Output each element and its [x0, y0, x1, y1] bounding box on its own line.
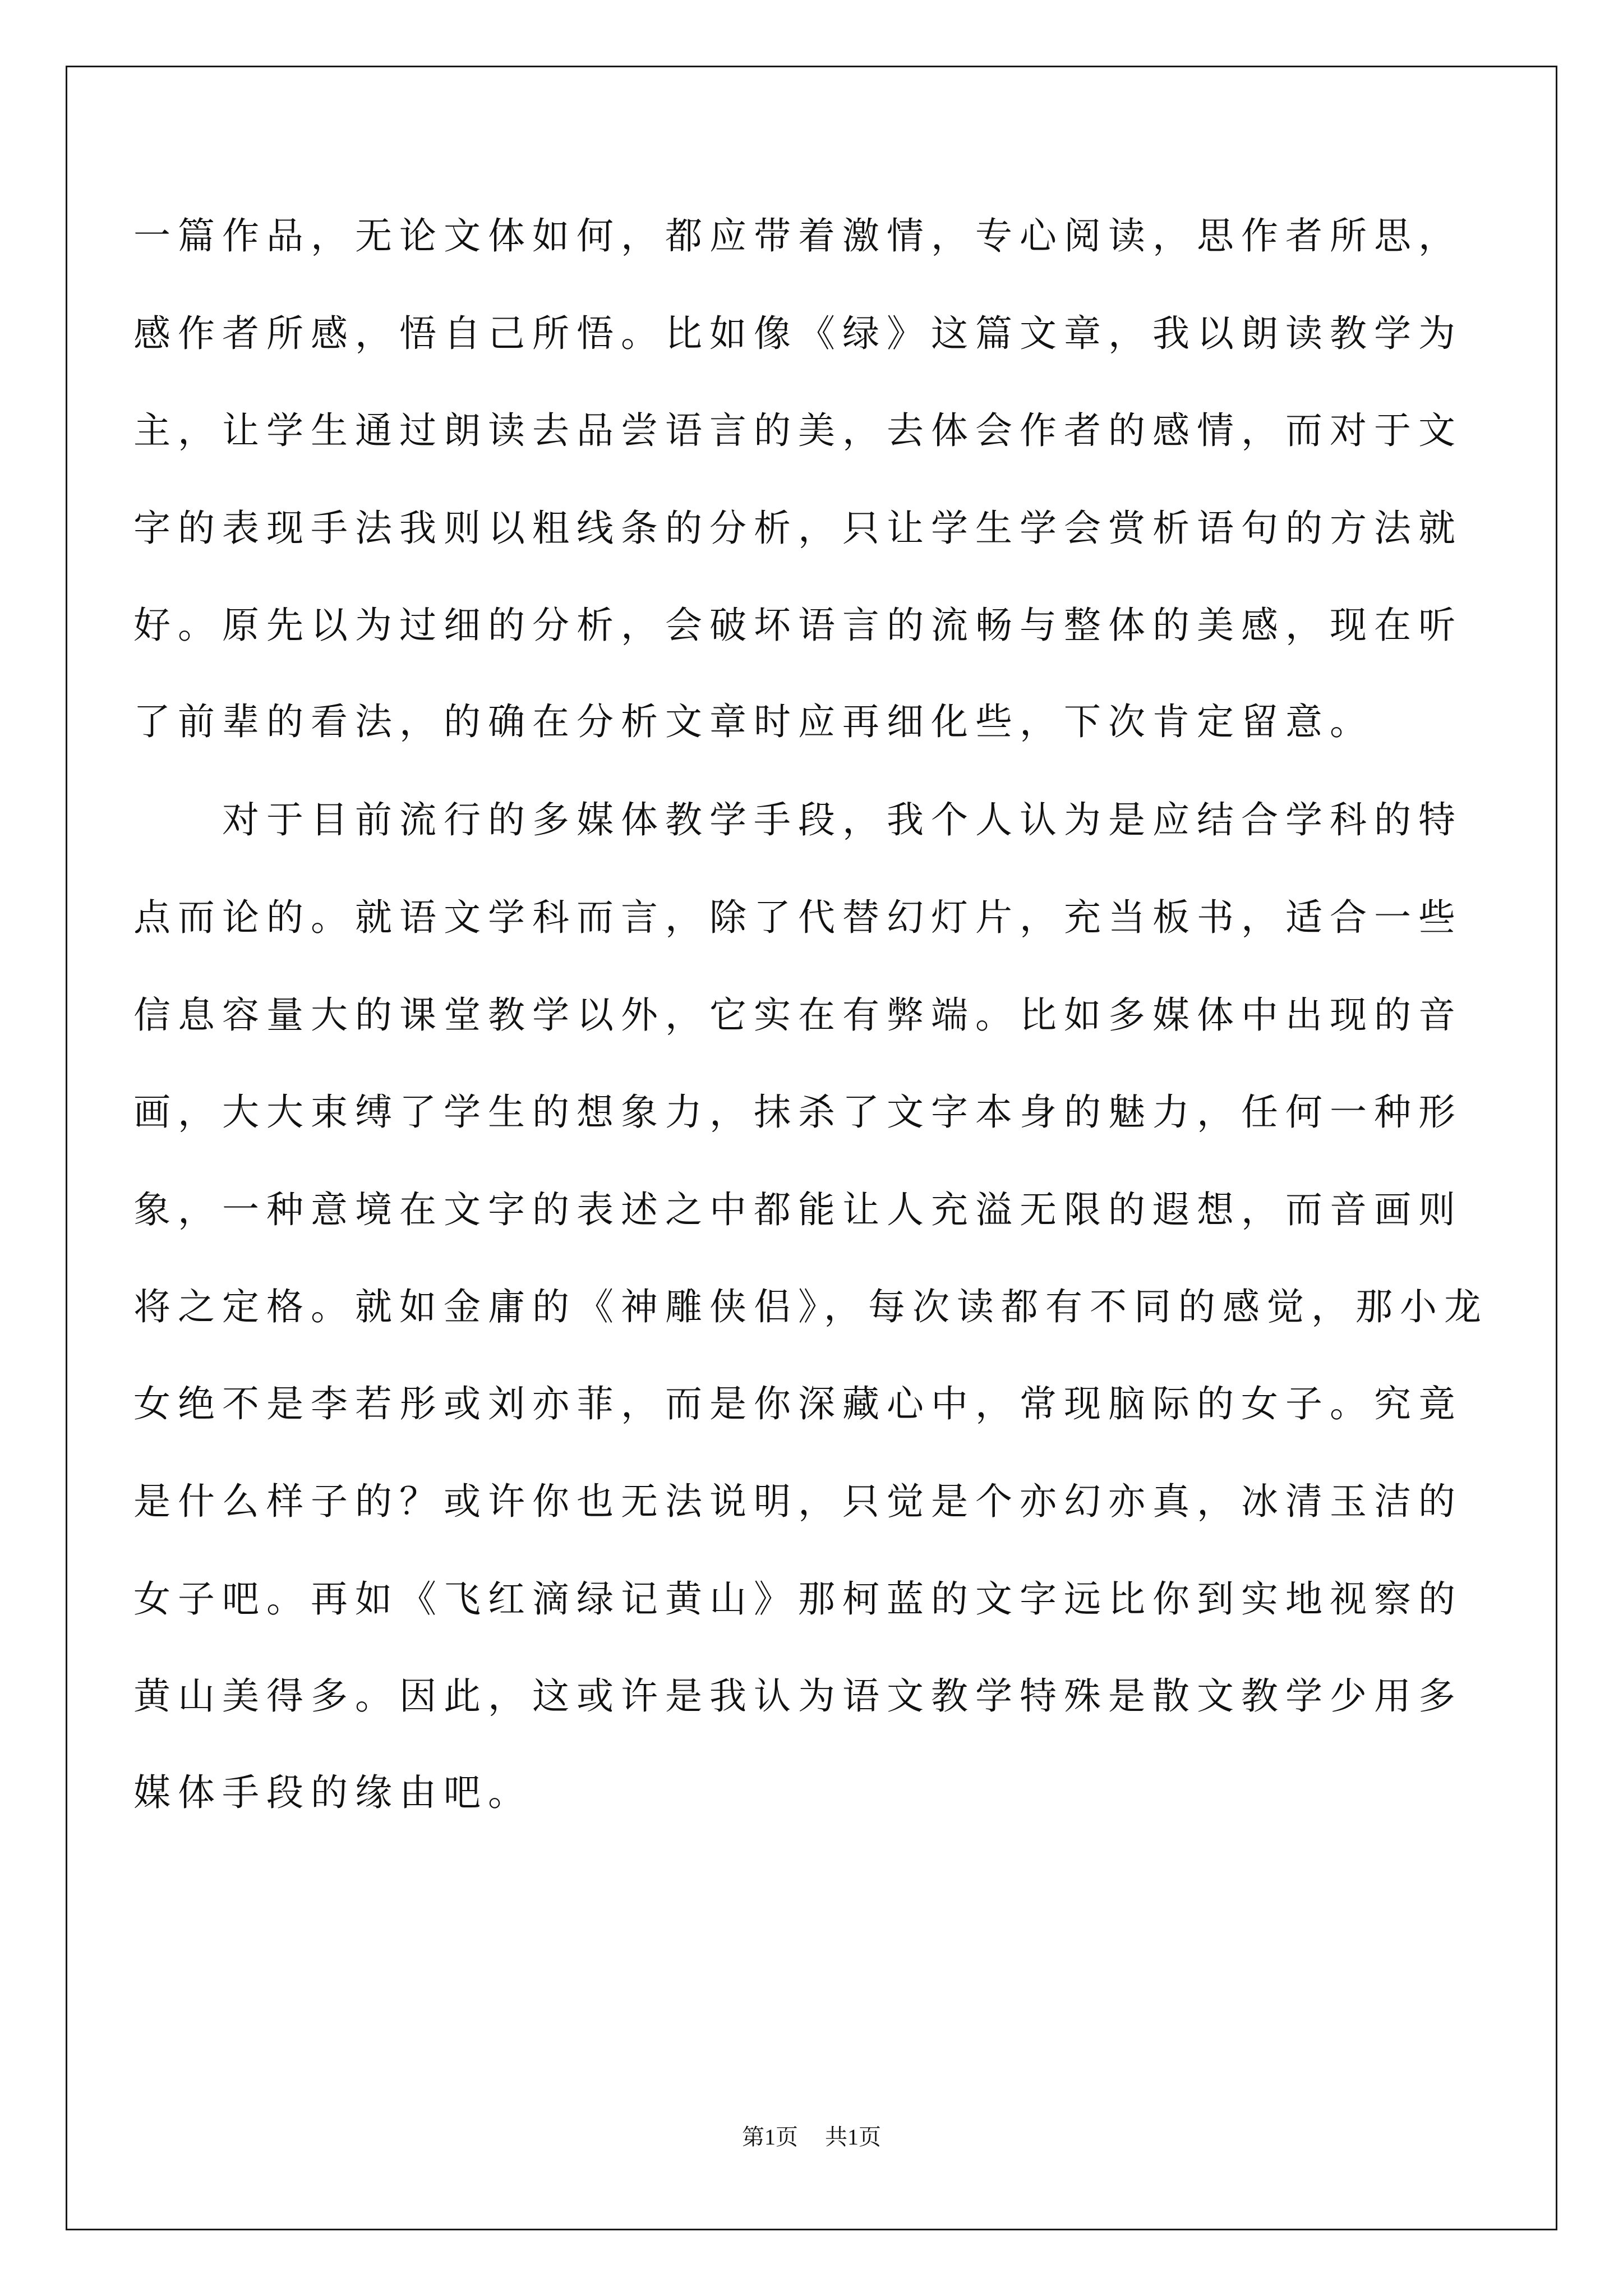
page-total: 共1页 — [825, 2124, 881, 2150]
text-line: 象，一种意境在文字的表述之中都能让人充溢无限的遐想，而音画则 — [133, 1188, 1463, 1231]
text-line: 感作者所感，悟自己所悟。比如像《绿》这篇文章，我以朗读教学为 — [133, 312, 1463, 355]
text-line: 信息容量大的课堂教学以外，它实在有弊端。比如多媒体中出现的音 — [133, 993, 1463, 1037]
text-line: 好。原先以为过细的分析，会破坏语言的流畅与整体的美感，现在听 — [133, 604, 1463, 647]
text-line: 对于目前流行的多媒体教学手段，我个人认为是应结合学科的特 — [133, 798, 1463, 841]
page-number: 第1页 — [742, 2124, 798, 2150]
text-line: 画，大大束缚了学生的想象力，抹杀了文字本身的魅力，任何一种形 — [133, 1091, 1463, 1134]
text-line: 一篇作品，无论文体如何，都应带着激情，专心阅读，思作者所思， — [133, 214, 1463, 257]
text-line: 了前辈的看法，的确在分析文章时应再细化些，下次肯定留意。 — [133, 700, 1374, 743]
text-line: 主，让学生通过朗读去品尝语言的美，去体会作者的感情，而对于文 — [133, 409, 1463, 452]
text-line: 将之定格。就如金庸的《神雕侠侣》，每次读都有不同的感觉，那小龙 — [133, 1285, 1488, 1328]
text-line: 黄山美得多。因此，这或许是我认为语文教学特殊是散文教学少用多 — [133, 1674, 1463, 1718]
page-footer — [0, 2126, 1623, 2148]
text-line: 媒体手段的缘由吧。 — [133, 1771, 532, 1814]
text-line: 是什么样子的？或许你也无法说明，只觉是个亦幻亦真，冰清玉洁的 — [133, 1480, 1463, 1523]
text-line: 字的表现手法我则以粗线条的分析，只让学生学会赏析语句的方法就 — [133, 507, 1463, 550]
text-line: 女绝不是李若彤或刘亦菲，而是你深藏心中，常现脑际的女子。究竟 — [133, 1382, 1463, 1425]
text-line: 女子吧。再如《飞红滴绿记黄山》那柯蓝的文字远比你到实地视察的 — [133, 1577, 1463, 1621]
text-line: 点而论的。就语文学科而言，除了代替幻灯片，充当板书，适合一些 — [133, 896, 1463, 939]
page-border — [66, 66, 1557, 2230]
